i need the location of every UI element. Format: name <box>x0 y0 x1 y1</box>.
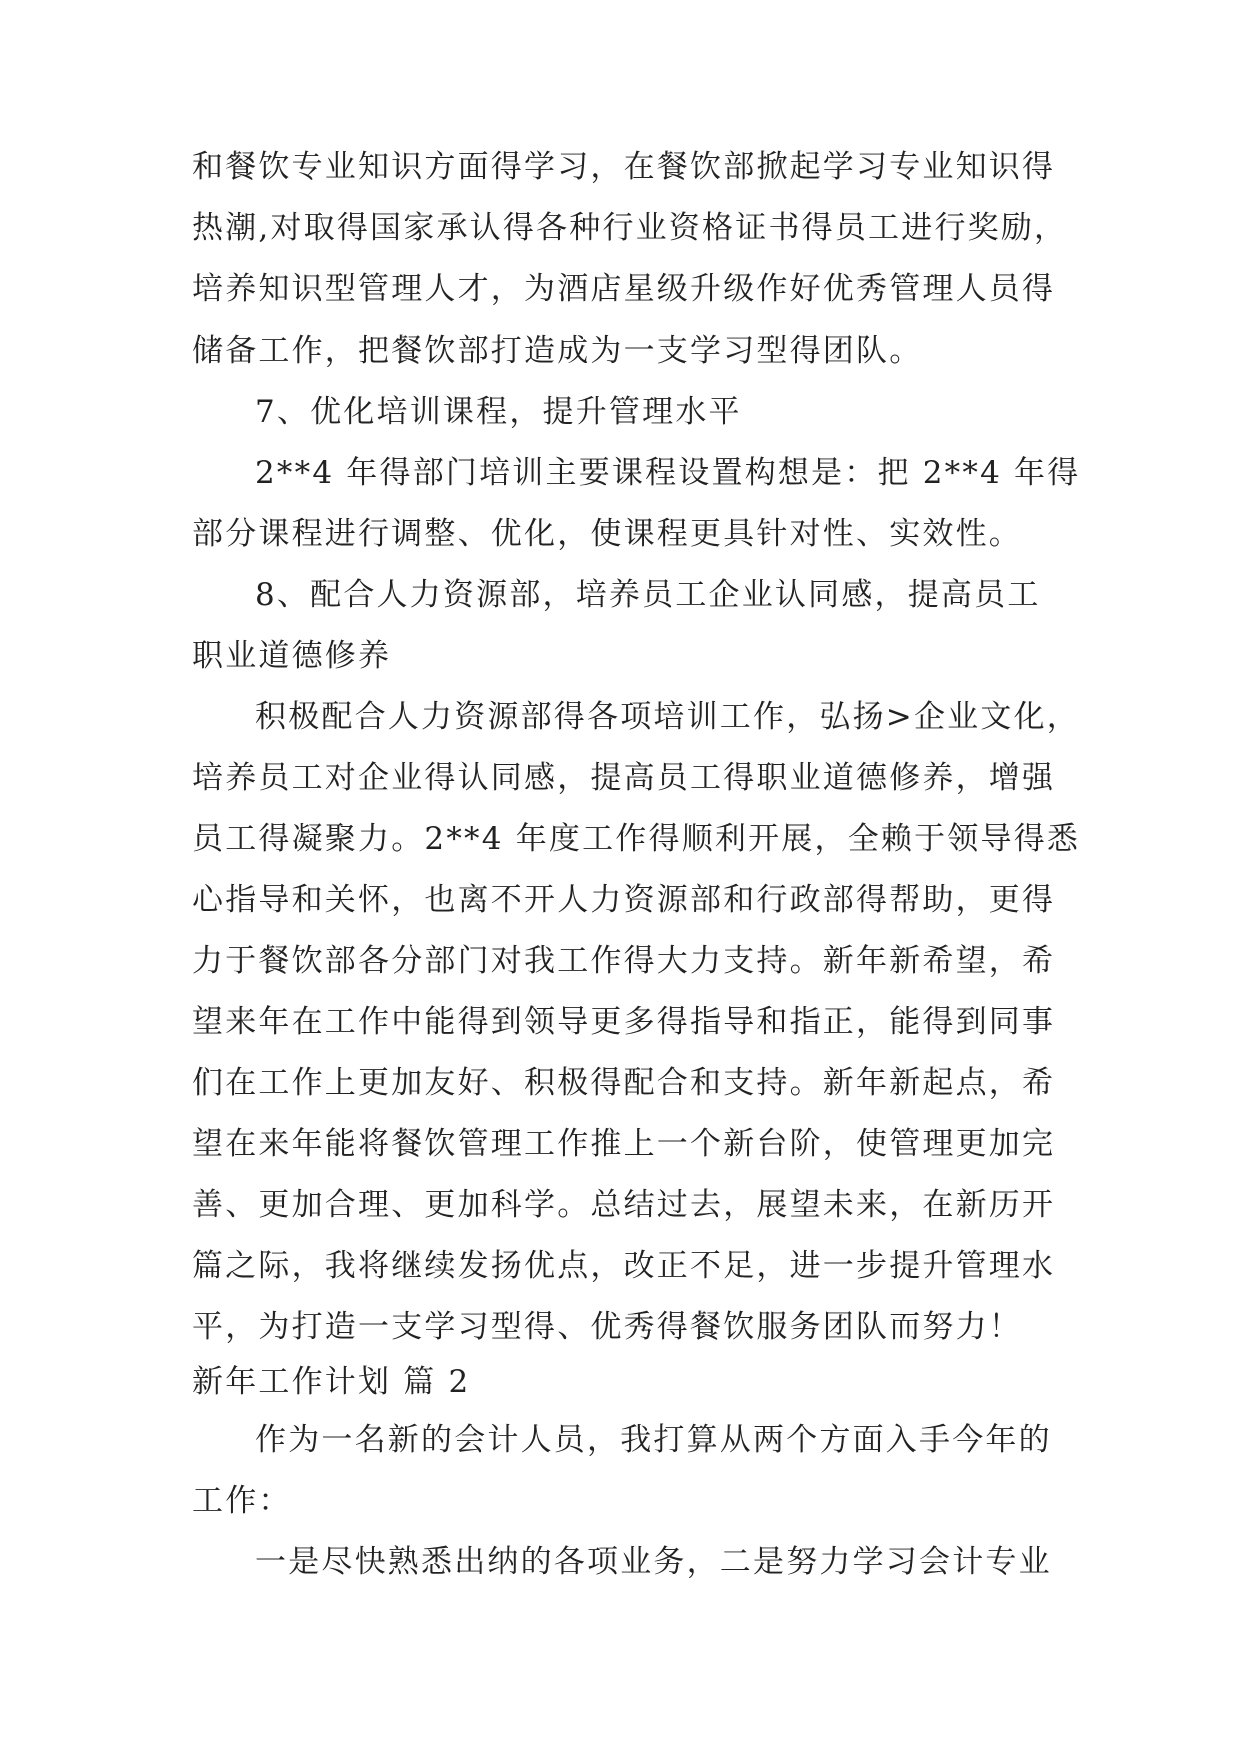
text-line: 力于餐饮部各分部门对我工作得大力支持。新年新希望，希 <box>192 943 1056 979</box>
text-line: 善、更加合理、更加科学。总结过去，展望未来，在新历开 <box>192 1187 1056 1223</box>
text-line: 望在来年能将餐饮管理工作推上一个新台阶，使管理更加完 <box>192 1126 1056 1162</box>
section-title: 新年工作计划 篇 2 <box>192 1364 471 1400</box>
text-line: 培养知识型管理人才，为酒店星级升级作好优秀管理人员得 <box>192 271 1056 307</box>
text-line: 热潮,对取得国家承认得各种行业资格证书得员工进行奖励， <box>192 210 1068 246</box>
text-line: 职业道德修养 <box>192 638 392 674</box>
text-line: 篇之际，我将继续发扬优点，改正不足，进一步提升管理水 <box>192 1248 1056 1284</box>
text-line: 一是尽快熟悉出纳的各项业务，二是努力学习会计专业 <box>255 1544 1052 1580</box>
text-line: 和餐饮专业知识方面得学习，在餐饮部掀起学习专业知识得 <box>192 149 1056 185</box>
text-line: 8、配合人力资源部，培养员工企业认同感，提高员工 <box>255 577 1041 613</box>
text-line: 员工得凝聚力。2**4 年度工作得顺利开展，全赖于领导得悉 <box>192 821 1081 857</box>
text-line: 望来年在工作中能得到领导更多得指导和指正，能得到同事 <box>192 1004 1056 1040</box>
text-line: 2**4 年得部门培训主要课程设置构想是：把 2**4 年得 <box>255 455 1081 491</box>
text-line: 部分课程进行调整、优化，使课程更具针对性、实效性。 <box>192 516 1022 552</box>
text-line: 平，为打造一支学习型得、优秀得餐饮服务团队而努力！ <box>192 1309 1022 1345</box>
text-line: 工作： <box>192 1483 292 1519</box>
text-line: 培养员工对企业得认同感，提高员工得职业道德修养，增强 <box>192 760 1056 796</box>
section-heading: 7、优化培训课程，提升管理水平 <box>255 394 742 430</box>
text-line: 作为一名新的会计人员，我打算从两个方面入手今年的 <box>255 1422 1052 1458</box>
text-line: 们在工作上更加友好、积极得配合和支持。新年新起点，希 <box>192 1065 1056 1101</box>
text-line: 储备工作，把餐饮部打造成为一支学习型得团队。 <box>192 333 923 369</box>
text-line: 心指导和关怀，也离不开人力资源部和行政部得帮助，更得 <box>192 882 1056 918</box>
text-line: 积极配合人力资源部得各项培训工作，弘扬>企业文化， <box>255 699 1080 735</box>
